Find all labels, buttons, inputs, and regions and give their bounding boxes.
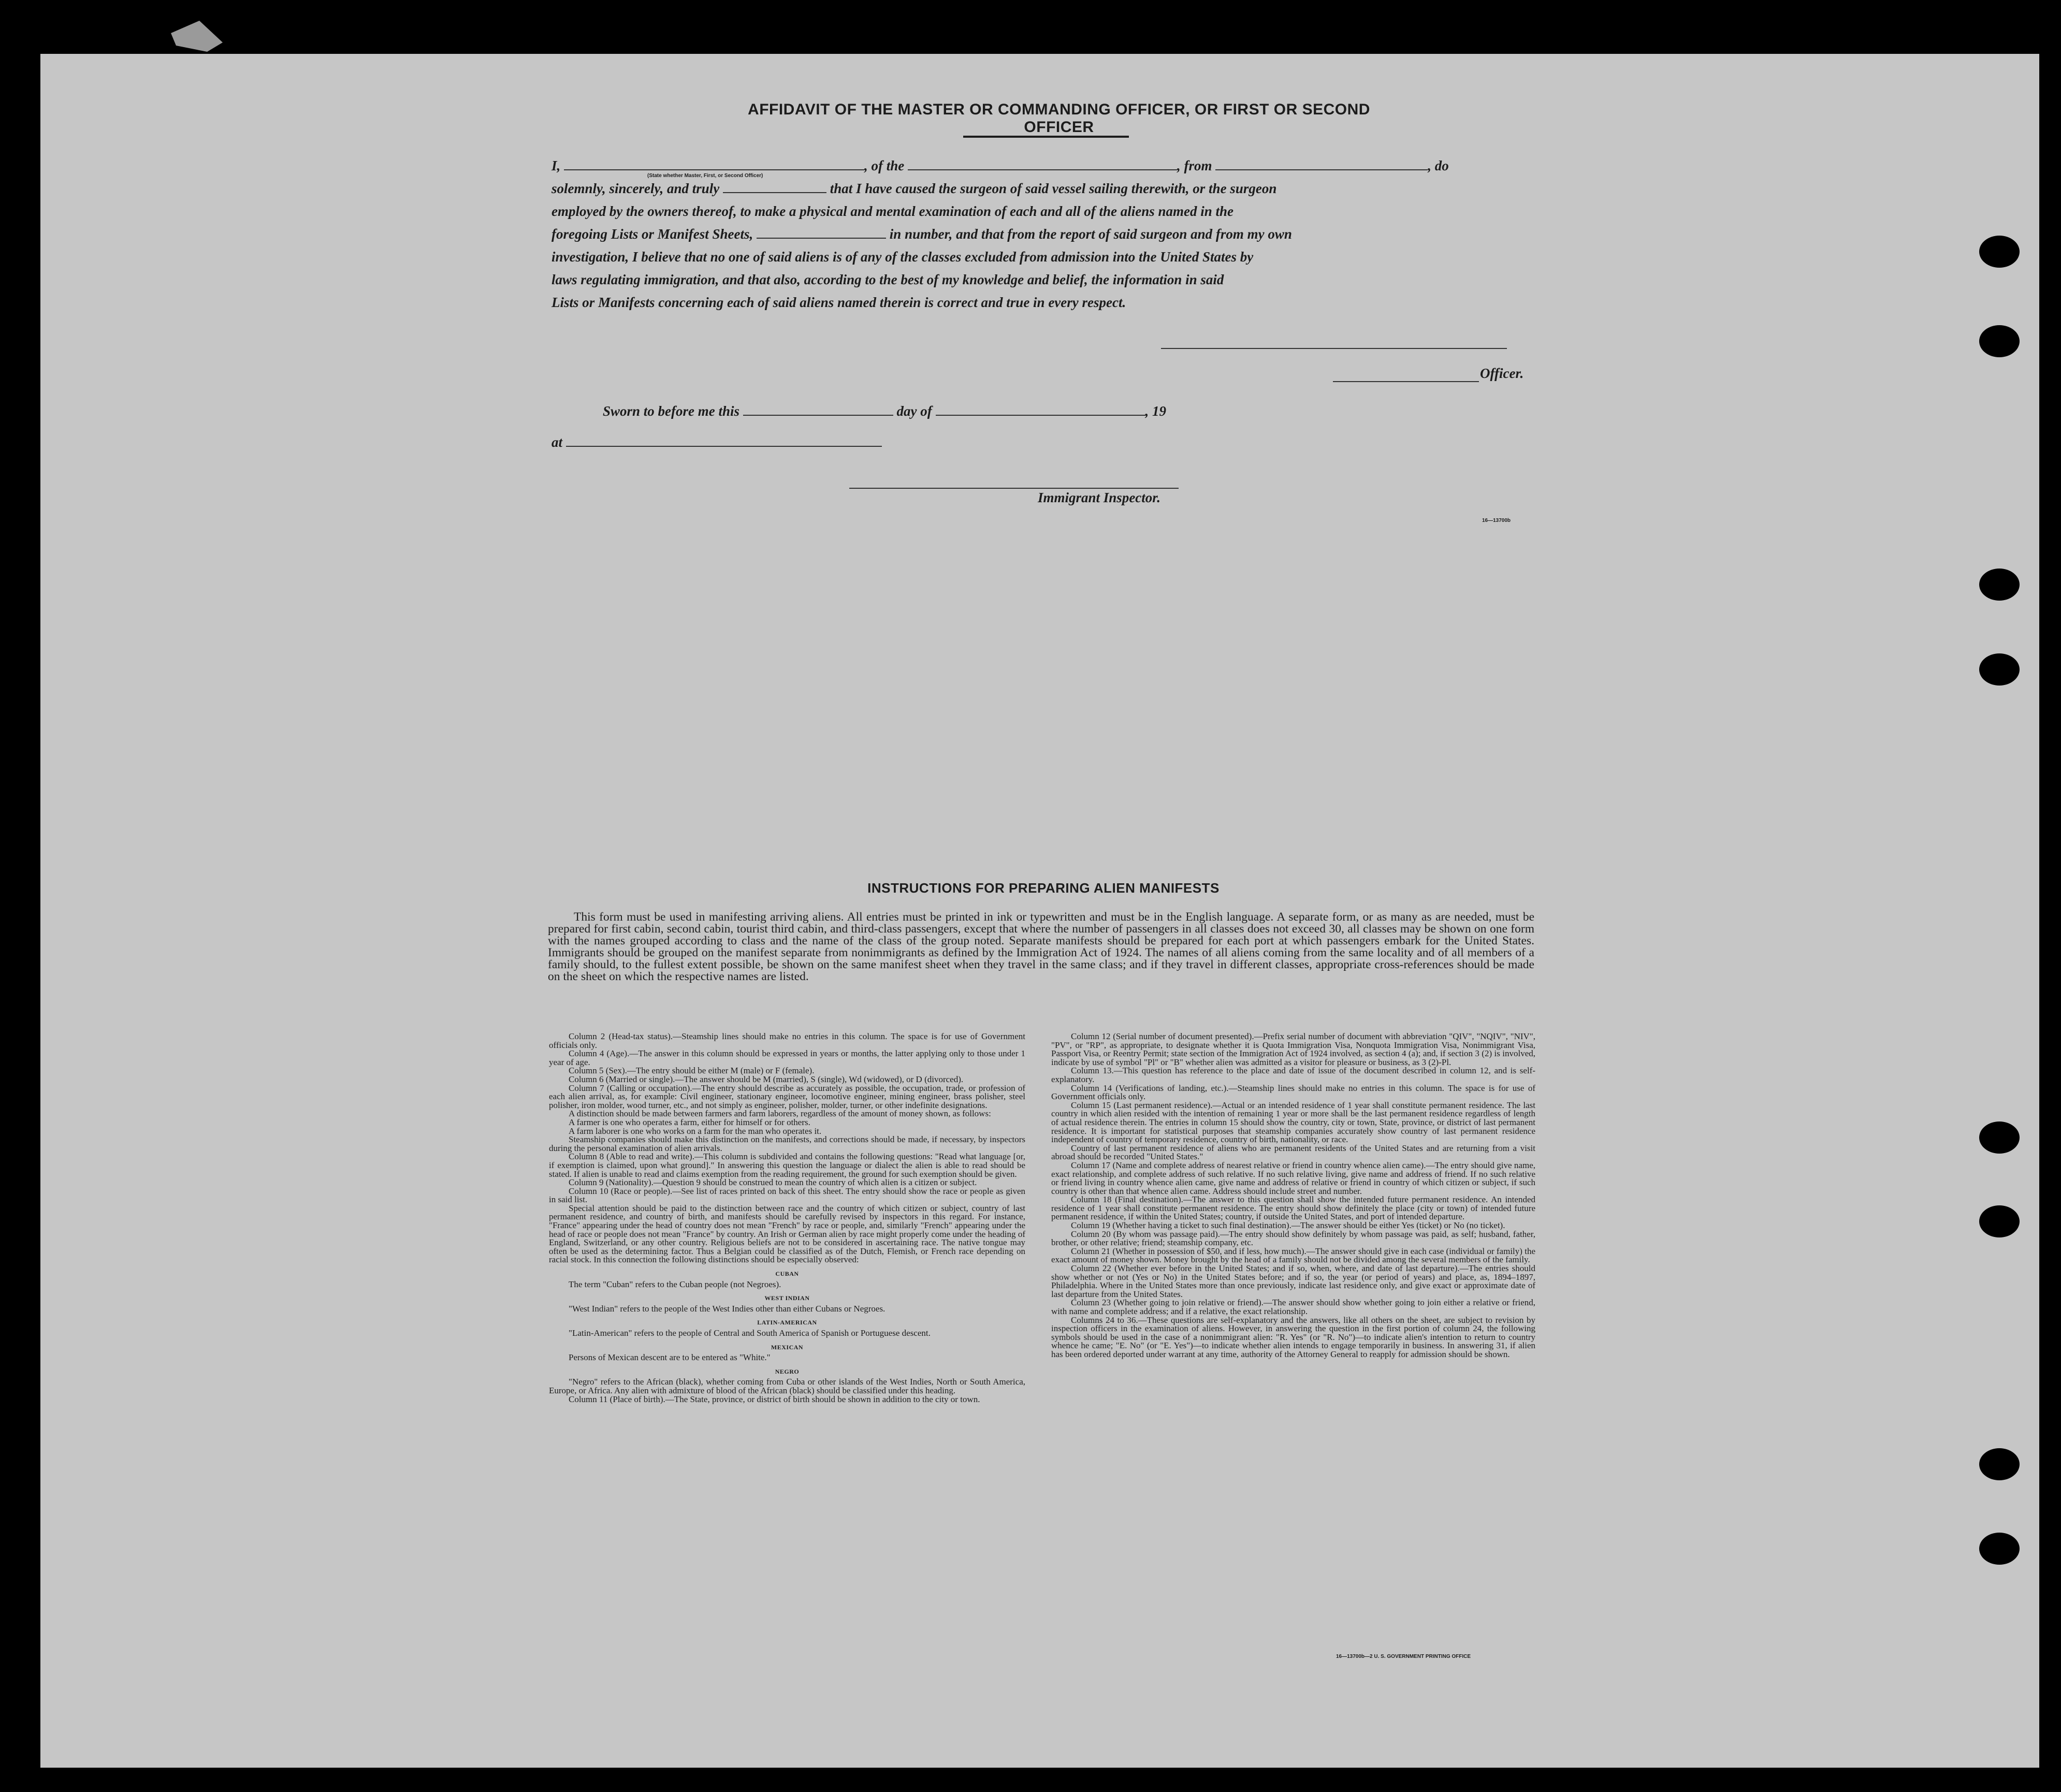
instruction-paragraph: Column 10 (Race or people).—See list of races printed on back of this sheet. The entry should show the race or people as given in said list. bbox=[549, 1186, 1025, 1205]
affidavit-text: solemnly, sincerely, and truly bbox=[551, 181, 720, 196]
officer-title-line[interactable] bbox=[1333, 381, 1479, 382]
instruction-paragraph: A farmer is one who operates a farm, either for himself or for others. bbox=[569, 1117, 810, 1127]
instructions-title: INSTRUCTIONS FOR PREPARING ALIEN MANIFESTS bbox=[867, 880, 1220, 896]
binder-hole bbox=[1979, 1205, 2020, 1237]
instruction-paragraph: Column 2 (Head-tax status).—Steamship lines should make no entries in this column. The space is for use of Government officials only. bbox=[549, 1031, 1025, 1050]
affidavit-line-7: Lists or Manifests concerning each of said aliens named therein is correct and true in every respect. bbox=[551, 295, 1126, 310]
instruction-paragraph: Column 18 (Final destination).—The answer to this question shall show the intended future permanent residence. An intended residence of 1 year shall constitute permanent residence. The entry should show definitely the place (city or town) of intended future permanent residence, if within the United States; country, if outside the United States, and port of intended departure. bbox=[1051, 1194, 1535, 1222]
affidavit-text: that I have caused the surgeon of said vessel sailing therewith, or the surgeon bbox=[830, 181, 1277, 196]
race-heading: MEXICAN bbox=[771, 1343, 804, 1351]
affidavit-line-5: investigation, I believe that no one of said aliens is of any of the classes excluded from admission into the United States by bbox=[551, 249, 1254, 265]
affidavit-text: I, bbox=[551, 158, 561, 173]
binder-hole bbox=[1979, 653, 2020, 686]
instruction-paragraph: A distinction should be made between farmers and farm laborers, regardless of the amount of money shown, as follows: bbox=[569, 1109, 991, 1119]
intro-text: This form must be used in manifesting arriving aliens. All entries must be printed in ink or typewritten and must be in the English language. A separate form, or as many as are needed, must be prepared for first cabin, second cabin, tourist third cabin, and third-class passengers, except that where the number of passengers in all classes does not exceed 30, all classes may be shown on one form with the names grouped according to class and the name of the class of the group noted. Separate manifests should be prepared for each port at which passengers embark for the United States. Immigrants should be grouped on the manifest separate from nonimmigrants as defined by the Immigration Act of 1924. The names of all aliens coming from the same locality and of all members of a family should, to the fullest extent possible, be shown on the same manifest sheet when they travel in the same class; and if they travel in different classes, appropriate cross-references should be made on the sheet on which the respective names are listed. bbox=[548, 910, 1534, 983]
binder-hole bbox=[1979, 325, 2020, 357]
printing-office-footer: 16—13700b—2 U. S. GOVERNMENT PRINTING OFFICE bbox=[1336, 1654, 1471, 1659]
inspector-signature-line[interactable] bbox=[849, 488, 1179, 489]
affidavit-title: AFFIDAVIT OF THE MASTER OR COMMANDING OFFICER, OR FIRST OR SECOND OFFICER bbox=[748, 101, 1370, 136]
binder-hole bbox=[1979, 1448, 2020, 1480]
instruction-paragraph: Column 17 (Name and complete address of nearest relative or friend in country whence alien came).—The entry should give name, exact relationship, and complete address of such relative. If no such relative living, give name and address of friend. If no such relative or friend living in country whence alien came, give name and address of relative or friend in country of which citizen or subject, if such country is other than that whence alien came. Address should include street and number. bbox=[1051, 1160, 1535, 1196]
binder-hole bbox=[1979, 236, 2020, 268]
race-definition: Persons of Mexican descent are to be entered as "White." bbox=[569, 1352, 771, 1363]
instruction-paragraph: Column 23 (Whether going to join relative or friend).—The answer should show whether going to join either a relative or friend, with name and complete address; and if a relative, the exact relationship. bbox=[1051, 1298, 1535, 1316]
affidavit-text: , from bbox=[1177, 158, 1212, 173]
affidavit-text: in number, and that from the report of said surgeon and from my own bbox=[889, 226, 1292, 242]
instruction-paragraph: Column 19 (Whether having a ticket to such final destination).—The answer should be either Yes (ticket) or No (no ticket). bbox=[1071, 1220, 1505, 1231]
officer-rank-note: (State whether Master, First, or Second Officer) bbox=[647, 173, 763, 179]
instruction-paragraph: Column 20 (By whom was passage paid).—The entry should show definitely by whom passage was paid, as self; husband, father, brother, or other relative; friend; steamship company, etc. bbox=[1051, 1229, 1535, 1248]
race-definition: "Latin-American" refers to the people of Central and South America of Spanish or Portuguese descent. bbox=[569, 1328, 931, 1338]
binder-hole bbox=[1979, 569, 2020, 601]
instruction-paragraph: Column 8 (Able to read and write).—This column is subdivided and contains the following questions: "Read what language [or, if exemption is claimed, upon what ground]." In answering this question the language or dialect the alien is able to read should be stated. If alien is unable to read and claims exemption from the reading requirement, the ground for such exemption should be given. bbox=[549, 1152, 1025, 1179]
instruction-paragraph: Column 13.—This question has reference to the place and date of issue of the document described in column 12, and is self-explanatory. bbox=[1051, 1066, 1535, 1084]
race-heading: LATIN-AMERICAN bbox=[757, 1319, 817, 1327]
affidavit-text: Sworn to before me this bbox=[603, 403, 740, 419]
instruction-paragraph: Country of last permanent residence of aliens who are permanent residents of the United States and are returning from a visit abroad should be recorded "United States." bbox=[1051, 1143, 1535, 1162]
vessel-name-field[interactable] bbox=[908, 158, 1177, 170]
binder-hole bbox=[1979, 1533, 2020, 1565]
instructions-right-column bbox=[1051, 1032, 1535, 1359]
instruction-paragraph: Column 22 (Whether ever before in the United States; and if so, when, where, and date of last departure).—The entries should show whether or not (Yes or No) in the United States before; and if so, the year (or period of years) and place, as, 1894–1897, Philadelphia. Where in the United States more than once previously, indicate last residence only, and give exact or approximate date of last departure from the United States. bbox=[1051, 1263, 1535, 1299]
instruction-paragraph: Column 11 (Place of birth).—The State, province, or district of birth should be shown in addition to the city or town. bbox=[569, 1394, 980, 1404]
at-line bbox=[551, 431, 914, 454]
instruction-paragraph: Column 21 (Whether in possession of $50, and if less, how much).—The answer should give in each case (individual or family) the exact amount of money shown. Money brought by the head of a family should not be divided among the several members of the family. bbox=[1051, 1246, 1535, 1265]
instruction-paragraph: Columns 24 to 36.—These questions are self-explanatory and the answers, like all others on the sheet, are subject to revision by inspection officers in the examination of aliens. However, in answering the question in the first portion of column 24, the following symbols should be used in the case of a nonimmigrant alien: "R. Yes" (or "R. No")—to indicate alien's intention to return to country whence he came; "E. No" (or "E. Yes")—to indicate whether alien intends to engage temporarily in business. In answering 31, if alien has been ordered deported under warrant at any time, authority of the Attorney General to reapply for admission should be shown. bbox=[1051, 1315, 1535, 1359]
race-heading: CUBAN bbox=[775, 1270, 799, 1278]
form-code: 16—13700b bbox=[1482, 518, 1511, 523]
affidavit-line-6: laws regulating immigration, and that also, according to the best of my knowledge and belief, the information in said bbox=[551, 272, 1224, 287]
title-underline bbox=[963, 136, 1129, 138]
instruction-paragraph: Special attention should be paid to the distinction between race and the country of which citizen or subject, country of last permanent residence, and country of birth, and manifests should be carefully revised by inspectors in this regard. For instance, "France" appearing under the head of country does not mean "French" by race or people, and, similarly "French" appearing under the head of race or people does not mean "France" by country. An Irish or German alien by race might properly come under the heading of England, Switzerland, or any other country. Religious beliefs are not to be considered in ascertaining race. The native tongue may often be used as the determining factor. Thus a Belgian could be classified as of the Dutch, Flemish, or French race depending on racial stock. In this connection the following distinctions should be especially observed: bbox=[549, 1203, 1025, 1265]
alien-count-field[interactable] bbox=[757, 226, 886, 239]
sworn-month-field[interactable] bbox=[936, 403, 1145, 416]
instruction-paragraph: Column 15 (Last permanent residence).—Actual or an intended residence of 1 year shall constitute permanent residence. The last country in which alien resided with the intention of remaining 1 year or more shall be the last permanent residence regardless of length of actual residence therein. The entries in column 15 should show the country, city or town, State, province, or district of last permanent residence. It is important for statistical purposes that steamship companies accurately show country of last permanent residence independent of country of temporary residence, country of birth, nationality, or race. bbox=[1051, 1100, 1535, 1145]
instructions-left-column bbox=[549, 1032, 1025, 1404]
sworn-place-field[interactable] bbox=[566, 434, 882, 447]
departure-port-field[interactable] bbox=[1215, 158, 1428, 170]
affidavit-line-3: employed by the owners thereof, to make a physical and mental examination of each and all of the aliens named in the bbox=[551, 203, 1233, 219]
instruction-paragraph: Column 12 (Serial number of document presented).—Prefix serial number of document with abbreviation "QIV", "NQIV", "NIV", "PV", or "RP", as appropriate, to designate whether it is Quota Immigration Visa, Nonquota Immigration Visa, Nonimmigrant Visa, Passport Visa, or Reentry Permit; state section of the Immigration Act of 1924 involved, as section 4 (a); and, if section 3 (2) is involved, indicate by use of symbol "Pl" or "B" whether alien was admitted as a visitor for pleasure or business, as 3 (2)-Pl. bbox=[1051, 1031, 1535, 1067]
instruction-paragraph: Column 14 (Verifications of landing, etc.).—Steamship lines should make no entries in this column. The space is for use of Government officials only. bbox=[1051, 1083, 1535, 1102]
instructions-intro bbox=[548, 911, 1534, 983]
sworn-day-field[interactable] bbox=[743, 403, 893, 416]
affidavit-line-4 bbox=[551, 223, 1546, 245]
oath-form-field[interactable] bbox=[723, 181, 826, 193]
affidavit-text: at bbox=[551, 434, 563, 450]
affidavit-text: , do bbox=[1428, 158, 1449, 173]
race-definition: "Negro" refers to the African (black), whether coming from Cuba or other islands of the West Indies, North or South America, Europe, or Africa. Any alien with admixture of blood of the African (black) should be classified under this heading. bbox=[549, 1377, 1025, 1395]
officer-label: Officer. bbox=[1480, 366, 1524, 381]
instruction-paragraph: Column 7 (Calling or occupation).—The entry should describe as accurately as possible, the occupation, trade, or profession of each alien arrival, as, for example: Civil engineer, stationary engineer, locomotive engineer, mining engineer, brass polisher, steel polisher, iron molder, wood turner, etc., and not simply as engineer, polisher, molder, turner, or other indefinite designations. bbox=[549, 1083, 1025, 1110]
race-definition: The term "Cuban" refers to the Cuban people (not Negroes). bbox=[569, 1279, 781, 1289]
instruction-paragraph: Column 9 (Nationality).—Question 9 should be construed to mean the country of which alien is a citizen or subject. bbox=[569, 1177, 977, 1188]
binder-hole bbox=[1979, 1121, 2020, 1154]
affidavit-line-2 bbox=[551, 177, 1546, 200]
affidavit-text: day of bbox=[896, 403, 932, 419]
affidavit-text: foregoing Lists or Manifest Sheets, bbox=[551, 226, 753, 242]
race-heading: NEGRO bbox=[775, 1367, 800, 1375]
race-heading: WEST INDIAN bbox=[764, 1294, 810, 1302]
instruction-paragraph: Steamship companies should make this distinction on the manifests, and corrections should be made, if necessary, by inspectors during the personal examination of alien arrivals. bbox=[549, 1134, 1025, 1153]
instruction-paragraph: Column 4 (Age).—The answer in this column should be expressed in years or months, the latter applying only to those under 1 year of age. bbox=[549, 1048, 1025, 1067]
race-definition: "West Indian" refers to the people of the West Indies other than either Cubans or Negroes. bbox=[569, 1303, 886, 1314]
instruction-paragraph: Column 6 (Married or single).—The answer should be M (married), S (single), Wd (widowed), or D (divorced). bbox=[569, 1074, 964, 1084]
affidavit-text: , 19 bbox=[1145, 403, 1167, 419]
affidavit-text: , of the bbox=[864, 158, 905, 173]
signature-line[interactable] bbox=[1161, 348, 1507, 349]
torn-corner bbox=[171, 21, 223, 52]
sworn-line bbox=[603, 400, 1380, 422]
instruction-paragraph: Column 5 (Sex).—The entry should be either M (male) or F (female). bbox=[569, 1066, 815, 1076]
instruction-paragraph: A farm laborer is one who works on a farm for the man who operates it. bbox=[569, 1126, 822, 1136]
officer-rank-field[interactable] bbox=[564, 158, 864, 170]
inspector-label: Immigrant Inspector. bbox=[1038, 490, 1161, 505]
